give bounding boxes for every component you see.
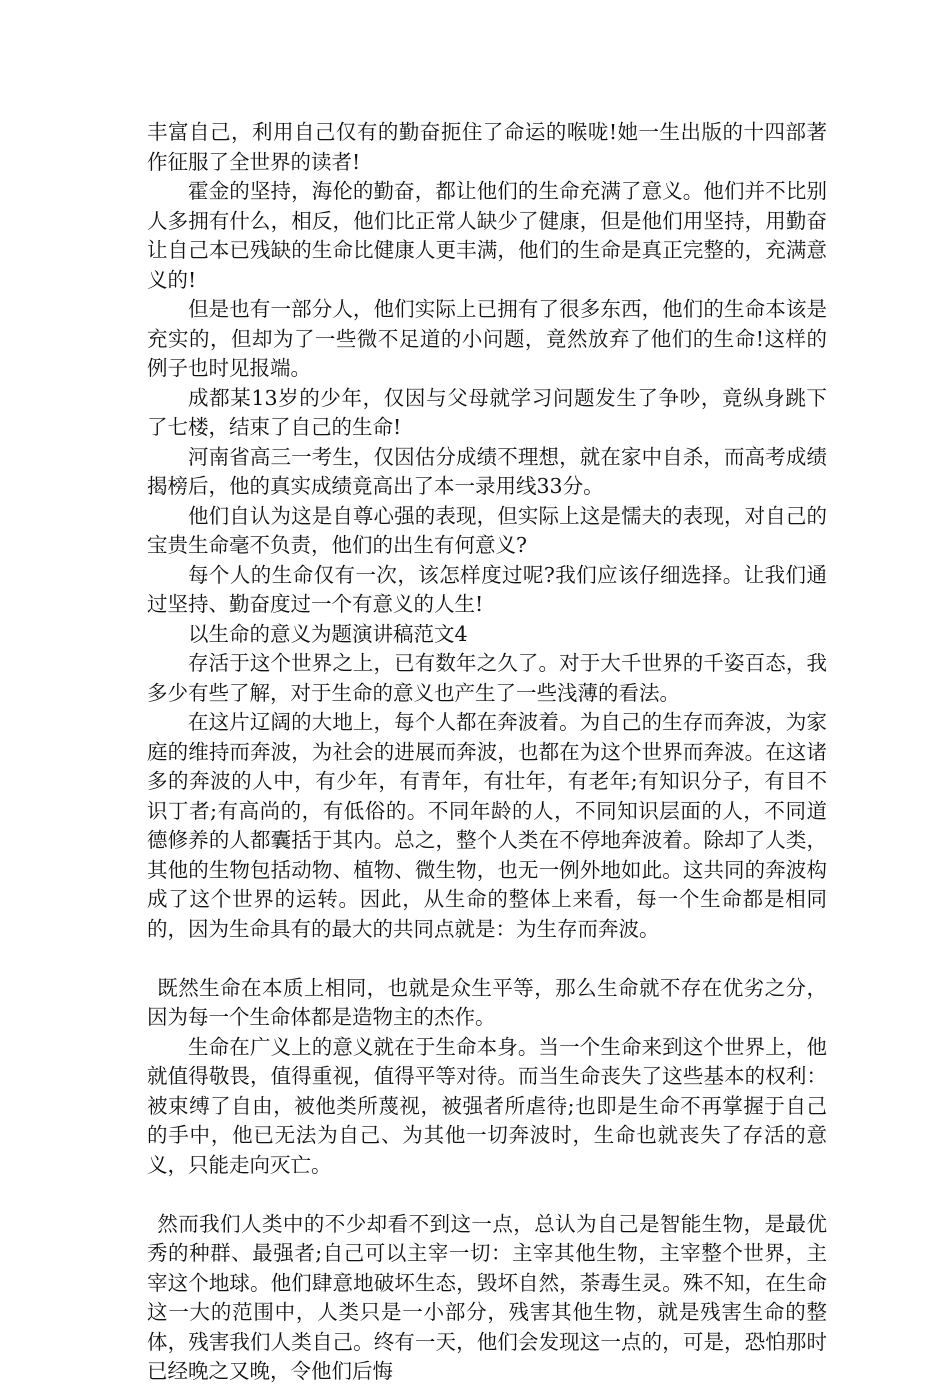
- document-page: [147, 118, 827, 1387]
- paragraph-3: 但是也有一部分人，他们实际上已拥有了很多东西，他们的生命本该是充实的，但却为了一些微不足道的小问题，竟然放弃了他们的生命!这样的例子也时见报端。: [147, 297, 827, 380]
- paragraph-9: 在这片辽阔的大地上，每个人都在奔波着。为自己的生存而奔波，为家庭的维持而奔波，为社会的进展而奔波，也都在为这个世界而奔波。在这诸多的奔波的人中，有少年，有青年，有壮年，有老年;有知识分子，有目不识丁者;有高尚的，有低俗的。不同年龄的人，不同知识层面的人，不同道德修养的人都囊括于其内。总之，整个人类在不停地奔波着。除却了人类，其他的生物包括动物、植物、微生物，也无一例外地如此。这共同的奔波构成了这个世界的运转。因此，从生命的整体上来看，每一个生命都是相同的，因为生命具有的最大的共同点就是：为生存而奔波。: [147, 710, 827, 941]
- paragraph-4: 成都某13岁的少年，仅因与父母就学习问题发生了争吵，竟纵身跳下了七楼，结束了自己的生命!: [147, 385, 827, 439]
- paragraph-5: 河南省高三一考生，仅因估分成绩不理想，就在家中自杀，而高考成绩揭榜后，他的真实成绩竟高出了本一录用线33分。: [147, 444, 827, 498]
- paragraph-10: 既然生命在本质上相同，也就是众生平等，那么生命就不存在优劣之分，因为每一个生命体都是造物主的杰作。: [147, 975, 827, 1029]
- paragraph-12: 然而我们人类中的不少却看不到这一点，总认为自己是智能生物，是最优秀的种群、最强者;自己可以主宰一切：主宰其他生物，主宰整个世界，主宰这个地球。他们肆意地破坏生态，毁坏自然，荼毒生灵。殊不知，在生命这一大的范围中，人类只是一小部分，残害其他生物，就是残害生命的整体，残害我们人类自己。终有一天，他们会发现这一点的，可是，恐怕那时已经晚之又晚，令他们后悔: [147, 1211, 827, 1383]
- paragraph-6: 他们自认为这是自尊心强的表现，但实际上这是懦夫的表现，对自己的宝贵生命毫不负责，他们的出生有何意义?: [147, 503, 827, 557]
- paragraph-8: 存活于这个世界之上，已有数年之久了。对于大千世界的千姿百态，我多少有些了解，对于生命的意义也产生了一些浅薄的看法。: [147, 651, 827, 705]
- paragraph-1: 丰富自己，利用自己仅有的勤奋扼住了命运的喉咙!她一生出版的十四部著作征服了全世界的读者!: [147, 120, 827, 174]
- paragraph-2: 霍金的坚持，海伦的勤奋，都让他们的生命充满了意义。他们并不比别人多拥有什么，相反，他们比正常人缺少了健康，但是他们用坚持，用勤奋让自己本已残缺的生命比健康人更丰满，他们的生命是真正完整的，充满意义的!: [147, 179, 827, 292]
- section-heading: 以生命的意义为题演讲稿范文4: [188, 621, 468, 646]
- paragraph-11: 生命在广义上的意义就在于生命本身。当一个生命来到这个世界上，他就值得敬畏，值得重视，值得平等对待。而当生命丧失了这些基本的权利：被束缚了自由，被他类所蔑视，被强者所虐待;也即是生命不再掌握于自己的手中，他已无法为自己、为其他一切奔波时，生命也就丧失了存活的意义，只能走向灭亡。: [147, 1034, 827, 1177]
- paragraph-7: 每个人的生命仅有一次，该怎样度过呢?我们应该仔细选择。让我们通过坚持、勤奋度过一个有意义的人生!: [147, 562, 827, 616]
